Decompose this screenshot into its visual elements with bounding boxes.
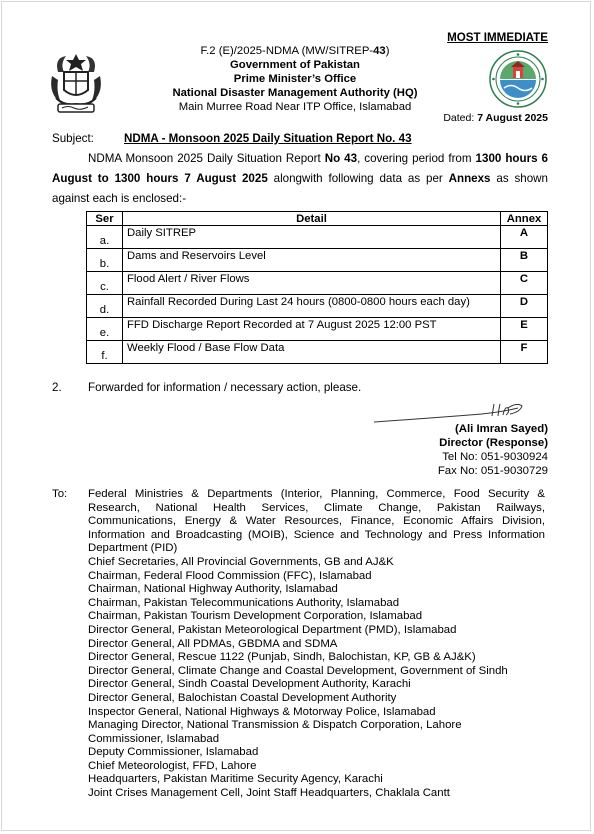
intro-paragraph <box>52 149 548 209</box>
para2-number: 2. <box>52 381 62 394</box>
intro-report-number: No 43 <box>324 152 358 165</box>
row-ser: b. <box>87 249 123 272</box>
row-detail: Daily SITREP <box>123 226 501 249</box>
row-detail: Flood Alert / River Flows <box>123 272 501 295</box>
recipient-item: Commissioner, Islamabad <box>88 732 220 745</box>
signatory-tel: Tel No: 051-9030924 <box>442 451 548 463</box>
intro-text-2: , covering period from <box>357 152 476 165</box>
government-line: Government of Pakistan <box>230 59 360 71</box>
row-ser: a. <box>87 226 123 249</box>
row-annex: B <box>501 249 548 272</box>
recipient-item: Chairman, Pakistan Tourism Development Corporation, Islamabad <box>88 610 423 623</box>
address-line: Main Murree Road Near ITP Office, Islamabad <box>178 101 412 113</box>
annex-table <box>86 211 548 364</box>
row-annex: D <box>501 295 548 318</box>
recipient-item: Chairman, Federal Flood Commission (FFC), Islamabad <box>88 569 372 582</box>
recipient-item: Director General, Pakistan Meteorological Department (PMD), Islamabad <box>88 623 457 636</box>
row-detail: Rainfall Recorded During Last 24 hours (0800-0800 hours each day) <box>123 295 501 318</box>
authority-line: National Disaster Management Authority (HQ) <box>172 87 418 99</box>
to-label: To: <box>52 488 68 500</box>
row-detail: FFD Discharge Report Recorded at 7 August 2025 12:00 PST <box>123 318 501 341</box>
recipient-item: Chief Meteorologist, FFD, Lahore <box>88 759 257 772</box>
intro-period: 1300 hours 6 August to 1300 hours 7 August 2025 <box>52 152 549 185</box>
recipient-item: Joint Crises Management Cell, Joint Staff Headquarters, Chaklala Cantt <box>88 787 450 800</box>
signatory-title: Director (Response) <box>439 437 548 449</box>
recipient-item: Deputy Commissioner, Islamabad <box>88 746 259 759</box>
para2-text: Forwarded for information / necessary action, please. <box>88 381 362 394</box>
recipient-item: Director General, All PDMAs, GBDMA and SDMA <box>88 637 338 650</box>
table-row <box>87 272 548 295</box>
row-ser: e. <box>87 318 123 341</box>
date-label: Dated: <box>443 112 478 124</box>
file-reference-number: 43 <box>373 45 386 57</box>
subject-text: NDMA - Monsoon 2025 Daily Situation Report No. 43 <box>124 132 412 145</box>
intro-annexs: Annexs <box>448 172 491 185</box>
date-line <box>443 112 548 124</box>
intro-text-4: as shown against each is enclosed:- <box>52 172 548 205</box>
intro-text-3: alongwith following data as per <box>267 172 449 185</box>
recipient-item: Inspector General, National Highways & Motorway Police, Islamabad <box>88 705 436 718</box>
file-reference-suffix: ) <box>385 45 390 57</box>
ndma-logo-icon <box>489 50 547 108</box>
government-crest-icon <box>44 50 108 116</box>
signatory-name: (Ali Imran Sayed) <box>454 423 548 435</box>
table-header-row <box>87 212 548 226</box>
row-annex: E <box>501 318 548 341</box>
recipient-item: Federal Ministries & Departments (Interior, Planning, Commerce, Food Security & Research, National Health Services, Climate Change, Pakistan Railways, Communications, Energy & Water Resources, Finance, Economic Affairs Division, Information and Broadcasting (MOIB), Science and Technology and Press Information Department (PID) <box>88 488 545 555</box>
recipient-item: Managing Director, National Transmission & Dispatch Corporation, Lahore <box>88 719 462 732</box>
recipient-item: Director General, Rescue 1122 (Punjab, Sindh, Balochistan, KP, GB & AJ&K) <box>88 651 476 664</box>
signatory-fax: Fax No: 051-9030729 <box>437 465 548 477</box>
file-reference-prefix: F.2 (E)/2025-NDMA (MW/SITREP- <box>200 45 374 57</box>
recipient-item: Chief Secretaries, All Provincial Governments, GB and AJ&K <box>88 555 394 568</box>
row-ser: f. <box>87 341 123 364</box>
table-row <box>87 249 548 272</box>
row-detail: Weekly Flood / Base Flow Data <box>123 341 501 364</box>
recipient-item: Headquarters, Pakistan Maritime Security Agency, Karachi <box>88 773 383 786</box>
intro-text-1: NDMA Monsoon 2025 Daily Situation Report <box>88 152 325 165</box>
file-reference <box>150 44 440 58</box>
recipient-item: Chairman, National Highway Authority, Islamabad <box>88 583 338 596</box>
header-detail: Detail <box>123 212 501 226</box>
row-annex: C <box>501 272 548 295</box>
header-ser: Ser <box>87 212 123 226</box>
table-row <box>87 226 548 249</box>
urgency-label: MOST IMMEDIATE <box>447 31 548 44</box>
recipient-item: Director General, Balochistan Coastal Development Authority <box>88 691 397 704</box>
recipient-item: Chairman, Pakistan Telecommunications Authority, Islamabad <box>88 596 400 609</box>
table-row <box>87 295 548 318</box>
row-detail: Dams and Reservoirs Level <box>123 249 501 272</box>
table-row <box>87 318 548 341</box>
row-annex: A <box>501 226 548 249</box>
row-ser: c. <box>87 272 123 295</box>
recipient-item: Director General, Sindh Coastal Development Authority, Karachi <box>88 678 411 691</box>
row-annex: F <box>501 341 548 364</box>
recipient-item: Director General, Climate Change and Coastal Development, Government of Sindh <box>88 664 508 677</box>
subject-label: Subject: <box>52 132 94 145</box>
row-ser: d. <box>87 295 123 318</box>
date-value: 7 August 2025 <box>477 112 548 124</box>
recipient-list <box>88 488 545 801</box>
office-line: Prime Minister’s Office <box>233 73 357 85</box>
header-annex: Annex <box>501 212 548 226</box>
table-row <box>87 341 548 364</box>
